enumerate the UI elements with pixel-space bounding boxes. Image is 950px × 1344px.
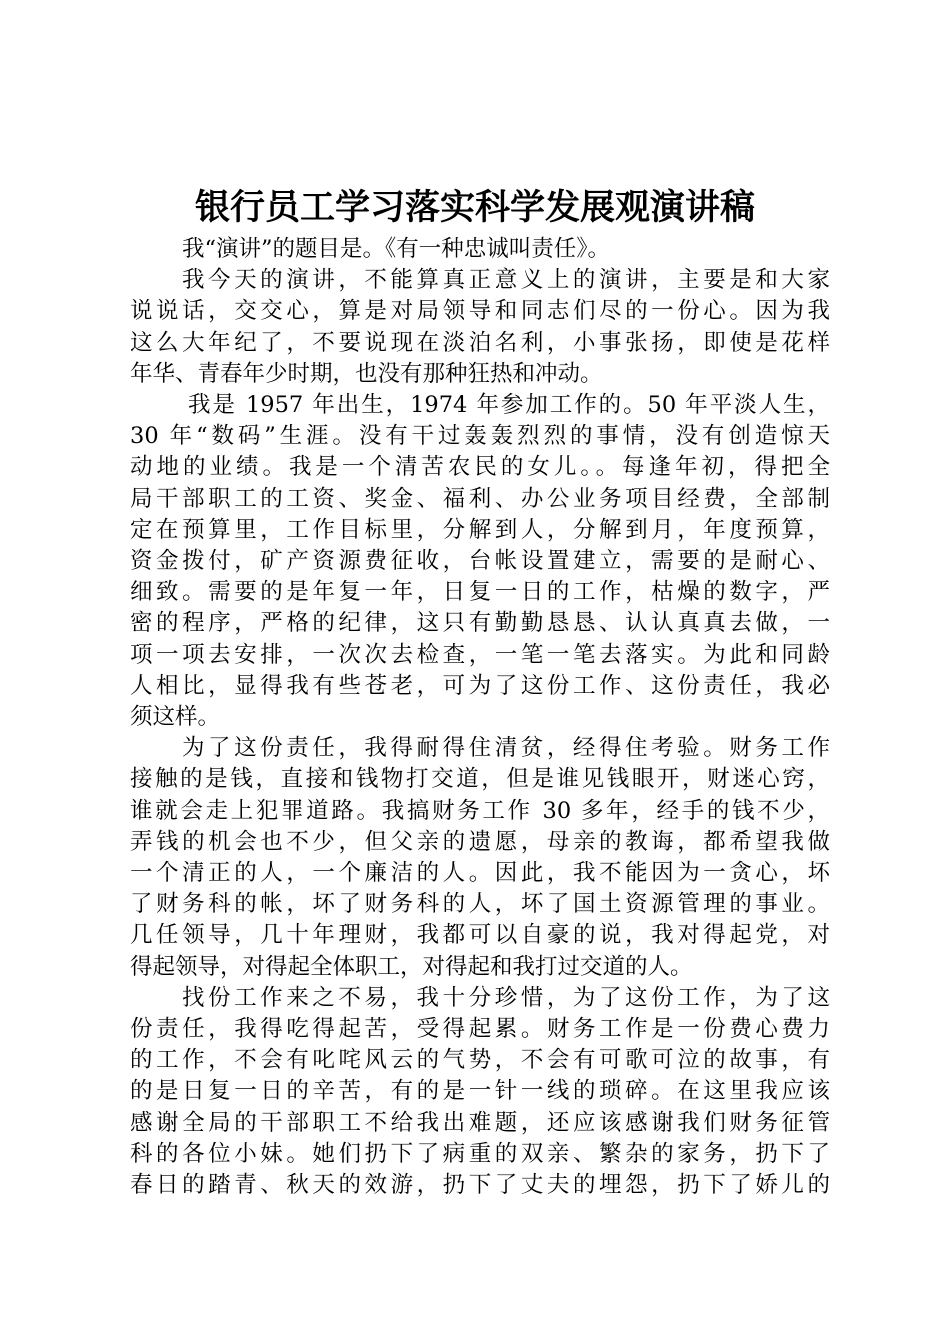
text-line: 春日的踏青、秋天的效游，扔下了丈夫的埋怨，扔下了娇儿的: [130, 1172, 830, 1199]
text-line: 动地的业绩。我是一个清苦农民的女儿。。每逢年初，得把全: [130, 454, 830, 481]
text-line: 份责任，我得吃得起苦，受得起累。财务工作是一份费心费力: [130, 1016, 830, 1043]
text-line: 我是 1957 年出生，1974 年参加工作的。50 年平淡人生，: [188, 392, 830, 419]
paragraph: [130, 733, 830, 983]
text-line: 项一项去安排，一次次去检查，一笔一笔去落实。为此和同龄: [130, 641, 830, 668]
document-body: [130, 234, 830, 1201]
text-line: 得起领导，对得起全体职工，对得起和我打过交道的人。: [130, 953, 693, 980]
text-line: 找份工作来之不易，我十分珍惜，为了这份工作，为了这: [182, 984, 830, 1011]
text-line: 为了这份责任，我得耐得住清贫，经得住考验。财务工作: [182, 735, 830, 762]
text-line: 几任领导，几十年理财，我都可以自豪的说，我对得起党，对: [130, 922, 830, 949]
text-line: 局干部职工的工资、奖金、福利、办公业务项目经费，全部制: [130, 485, 830, 512]
text-line: 的工作，不会有叱咤风云的气势，不会有可歌可泣的故事，有: [130, 1047, 830, 1074]
text-line: 的是日复一日的辛苦，有的是一针一线的琐碎。在这里我应该: [130, 1078, 830, 1105]
text-line: 30 年“数码”生涯。没有干过轰轰烈烈的事情，没有创造惊天: [130, 423, 830, 450]
paragraph: [130, 265, 830, 390]
text-line: 弄钱的机会也不少，但父亲的遗愿，母亲的教诲，都希望我做: [130, 828, 830, 855]
text-line: 感谢全局的干部职工不给我出难题，还应该感谢我们财务征管: [130, 1109, 830, 1136]
text-line: 定在预算里，工作目标里，分解到人，分解到月，年度预算，: [130, 516, 830, 543]
text-line: 人相比，显得我有些苍老，可为了这份工作、这份责任，我必: [130, 672, 830, 699]
text-line: 一个清正的人，一个廉洁的人。因此，我不能因为一贪心，坏: [130, 860, 830, 887]
paragraph: [130, 390, 830, 733]
text-line: 年华、青春年少时期，也没有那种狂热和冲动。: [130, 360, 603, 387]
text-line: 科的各位小妹。她们扔下了病重的双亲、繁杂的家务，扔下了: [130, 1140, 830, 1167]
text-line: 了财务科的帐，坏了财务科的人，坏了国土资源管理的事业。: [130, 891, 830, 918]
text-line: 须这样。: [130, 704, 221, 731]
text-line: 这么大年纪了，不要说现在淡泊名利，小事张扬，即使是花样: [130, 329, 830, 356]
text-line: 细致。需要的是年复一年，日复一日的工作，枯燥的数字，严: [130, 579, 830, 606]
text-line: 我今天的演讲，不能算真正意义上的演讲，主要是和大家: [182, 267, 830, 294]
document-title: 银行员工学习落实科学发展观演讲稿: [194, 187, 755, 228]
text-line: 谁就会走上犯罪道路。我搞财务工作 30 多年，经手的钱不少，: [130, 797, 830, 824]
text-line: 说说话，交交心，算是对局领导和同志们尽的一份心。因为我: [130, 298, 830, 325]
paragraph: [130, 234, 830, 265]
text-line: 资金拨付，矿产资源费征收，台帐设置建立，需要的是耐心、: [130, 548, 830, 575]
text-line: 接触的是钱，直接和钱物打交道，但是谁见钱眼开，财迷心窍，: [130, 766, 830, 793]
text-line: 密的程序，严格的纪律，这只有勤勤恳恳、认认真真去做，一: [130, 610, 830, 637]
text-line: 我“演讲”的题目是。《有一种忠诚叫责任》。: [182, 236, 611, 262]
paragraph: [130, 983, 830, 1201]
